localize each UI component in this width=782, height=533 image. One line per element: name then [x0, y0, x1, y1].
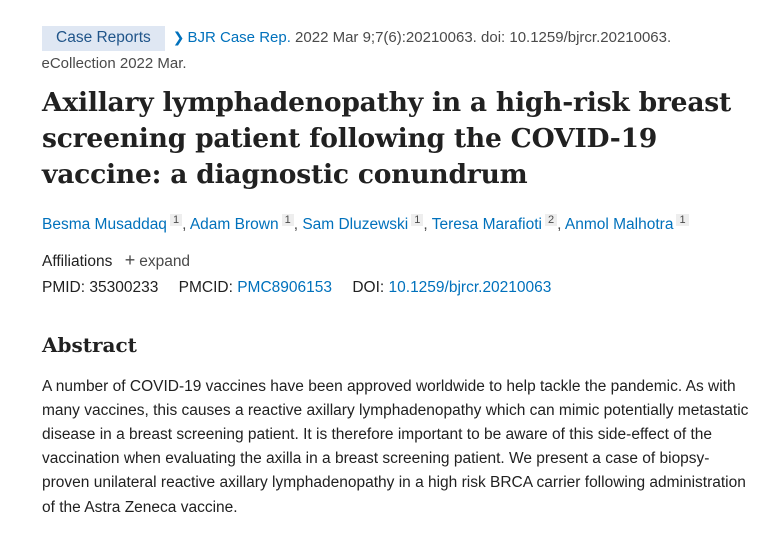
pmid-label: PMID:: [42, 279, 86, 296]
doi-label: DOI:: [352, 279, 385, 296]
author-link[interactable]: Sam Dluzewski: [302, 216, 409, 233]
chevron-right-icon: ❯: [172, 29, 185, 45]
affiliations-label: Affiliations: [42, 253, 113, 270]
abstract-text: A number of COVID-19 vaccines have been approved worldwide to help tackle the pandemic. As with many vaccines, this causes a reactive axillary lymphadenopathy which can mimic potentially metastatic disease in a breast screening patient. It is therefore important to be aware of this side-effect of the vaccination when evaluating the axilla in a breast screening patient. We present a case of biopsy-proven unilateral reactive axillary lymphadenopathy in a high risk BRCA carrier following administration of the Astra Zeneca vaccine.: [42, 377, 749, 516]
article-type-badge[interactable]: Case Reports: [42, 26, 165, 51]
expand-affiliations-button[interactable]: [124, 250, 191, 270]
author-link[interactable]: Teresa Marafioti: [431, 216, 542, 233]
plus-icon: +: [124, 250, 136, 270]
journal-link[interactable]: BJR Case Rep.: [187, 29, 291, 46]
affiliation-number[interactable]: 2: [545, 214, 557, 226]
affiliation-number[interactable]: 1: [170, 214, 182, 226]
author-link[interactable]: Anmol Malhotra: [564, 216, 674, 233]
citation-line: [42, 26, 772, 51]
abstract-heading: Abstract: [42, 333, 137, 357]
pmcid-link[interactable]: PMC8906153: [237, 279, 333, 296]
doi-link[interactable]: 10.1259/bjrcr.20210063: [388, 279, 552, 296]
citation-details: 2022 Mar 9;7(6):20210063. doi: 10.1259/bjrcr.20210063.: [295, 29, 672, 46]
article-title: Axillary lymphadenopathy in a high-risk breast screening patient following the COVID-19 vaccine: a diagnostic conundrum: [42, 87, 732, 190]
ecollection-date: eCollection 2022 Mar.: [41, 55, 187, 72]
affiliation-number[interactable]: 1: [411, 214, 423, 226]
identifiers-row: [42, 277, 772, 299]
author-list: Besma Musaddaq 1 , Adam Brown 1 , Sam Dluzewski 1 , Teresa Marafioti 2 , Anmol Malhotra 1: [42, 214, 772, 236]
affiliation-number[interactable]: 1: [676, 214, 688, 226]
affiliations-row: [42, 249, 772, 273]
author-link[interactable]: Adam Brown: [189, 216, 279, 233]
article-page: [42, 26, 772, 520]
pmcid-label: PMCID:: [178, 279, 233, 296]
pmid-value: 35300233: [89, 279, 159, 296]
author-link[interactable]: Besma Musaddaq: [42, 216, 167, 233]
expand-label: expand: [139, 253, 191, 270]
affiliation-number[interactable]: 1: [282, 214, 294, 226]
